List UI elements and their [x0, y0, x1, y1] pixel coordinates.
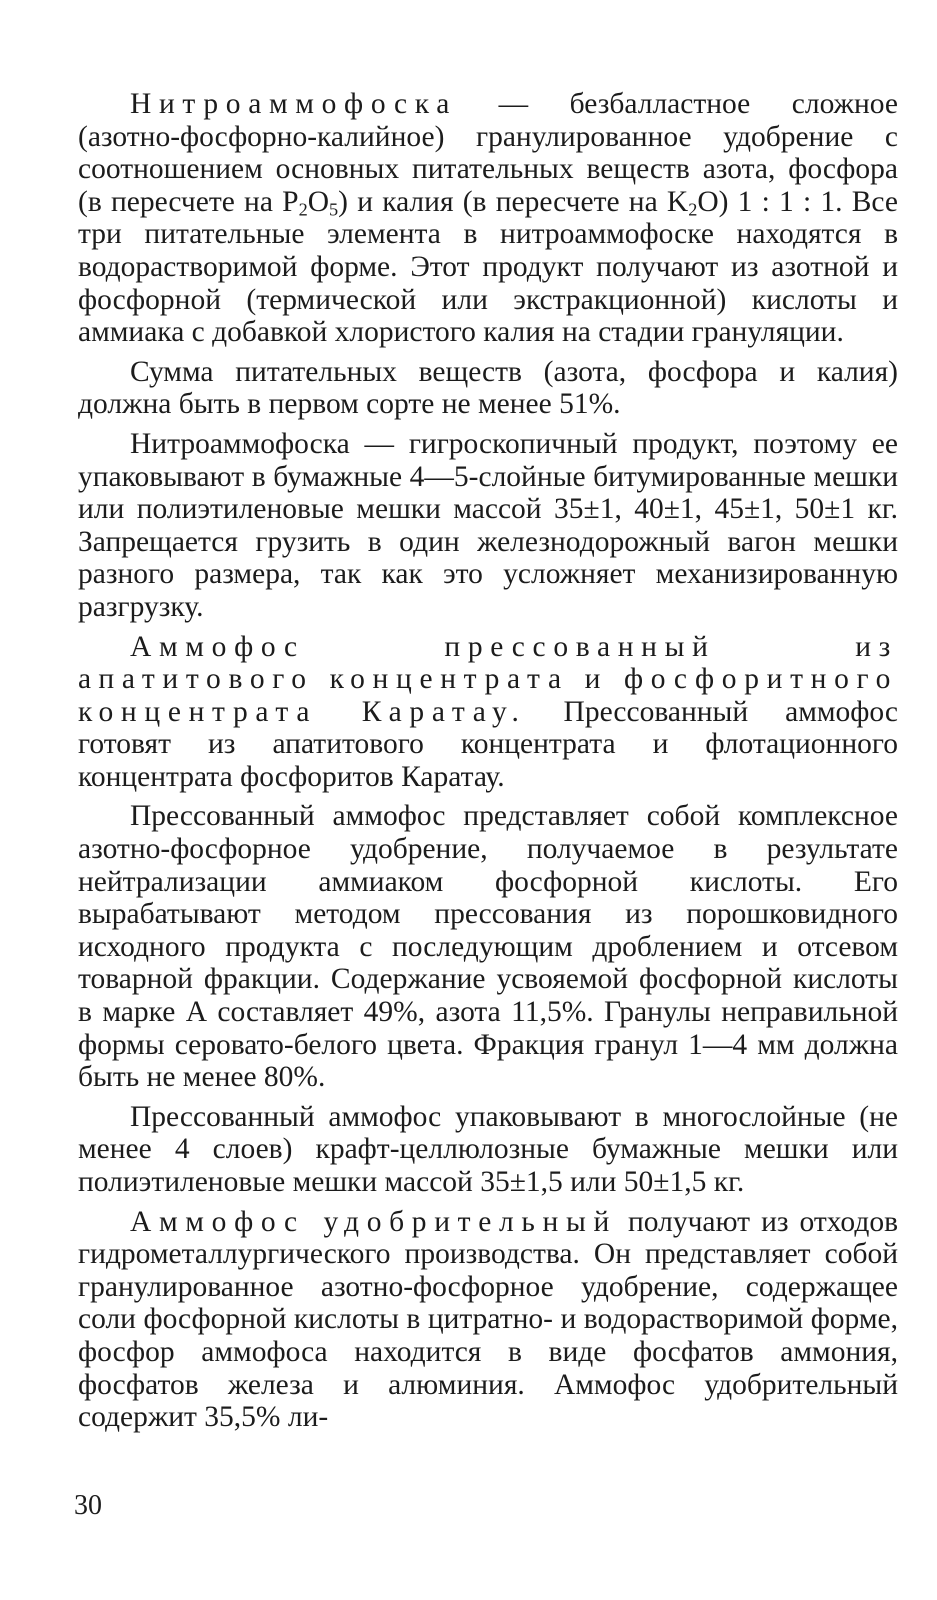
paragraph-ammofos-pressed-packaging [78, 1101, 898, 1199]
paragraph-packaging [78, 428, 898, 624]
paragraph-text: Прессованный аммофос упаковывают в многослойные (не менее 4 слоев) крафт-целлюлозные бумажные мешки или полиэтиленовые мешки массой 35±1,5 или 50±1,5 кг. [78, 1100, 898, 1198]
paragraph-text: O) 1 : 1 : 1. Все три питательные элемента в нитроаммофоске находятся в водорастворимой форме. Этот продукт получают из азотной и фосфорной (термической или экстракционной) кислоты и аммиака с добавкой хлористого калия на стадии грануляции. [78, 185, 898, 349]
subscript: 2 [688, 199, 698, 220]
document-body [78, 88, 898, 1441]
term-nitroammofoska: Нитроаммофоска [130, 88, 458, 120]
paragraph-text: Сумма питательных веществ (азота, фосфора и калия) должна быть в первом сорте не менее 51%. [78, 355, 898, 421]
paragraph-ammofos-fertilizer [78, 1206, 898, 1434]
page-number: 30 [74, 1490, 102, 1521]
paragraph-text: ) и калия (в пересчете на K [338, 185, 689, 218]
subscript: 2 [298, 199, 308, 220]
term-ammofos-fertilizer: Аммофос удобрительный [130, 1205, 617, 1238]
paragraph-nutrient-sum [78, 356, 898, 421]
paragraph-ammofos-pressed-heading [78, 631, 898, 794]
paragraph-text: O [307, 185, 330, 218]
paragraph-text: — безбалластное сложное (азотно-фосфорно-калийное) гранулированное удобрение с соотношением основных питательных веществ азота, фосфора (в пересчете на P [78, 88, 898, 218]
subscript: 5 [329, 199, 339, 220]
paragraph-text: Нитроаммофоска — гигроскопичный продукт, поэтому ее упаковывают в бумажные 4—5-слойные битумированные мешки или полиэтиленовые мешки массой 35±1, 40±1, 45±1, 50±1 кг. Запрещается грузить в один железнодорожный вагон мешки разного размера, так как это усложняет механизированную разгрузку. [78, 427, 898, 623]
paragraph-ammofos-pressed-description [78, 800, 898, 1093]
paragraph-text: Прессованный аммофос представляет собой комплексное азотно-фосфорное удобрение, получаемое в результате нейтрализации аммиаком фосфорной кислоты. Его вырабатывают методом прессования из порошковидного исходного продукта с последующим дроблением и отсевом товарной фракции. Содержание усвояемой фосфорной кислоты в марке А составляет 49%, азота 11,5%. Гранулы неправильной формы серовато-белого цвета. Фракция гранул 1—4 мм должна быть не менее 80%. [78, 800, 898, 1094]
paragraph-nitroammofoska [78, 88, 898, 349]
paragraph-text: получают из отходов гидрометаллургического производства. Он представляет собой гранулированное азотно-фосфорное удобрение, содержащее соли фосфорной кислоты в цитратно- и водорастворимой форме, фосфор аммофоса находится в виде фосфатов аммония, фосфатов железа и алюминия. Аммофос удобрительный содержит 35,5% ли- [78, 1205, 899, 1434]
term-ammofos-pressed: Аммофос прессованный из апатитового концентрата и фосфоритного концентрата Каратау. [78, 630, 898, 728]
paragraph-text: Прессованный аммофос готовят из апатитового концентрата и флотационного концентрата фосфоритов Каратау. [78, 695, 898, 793]
